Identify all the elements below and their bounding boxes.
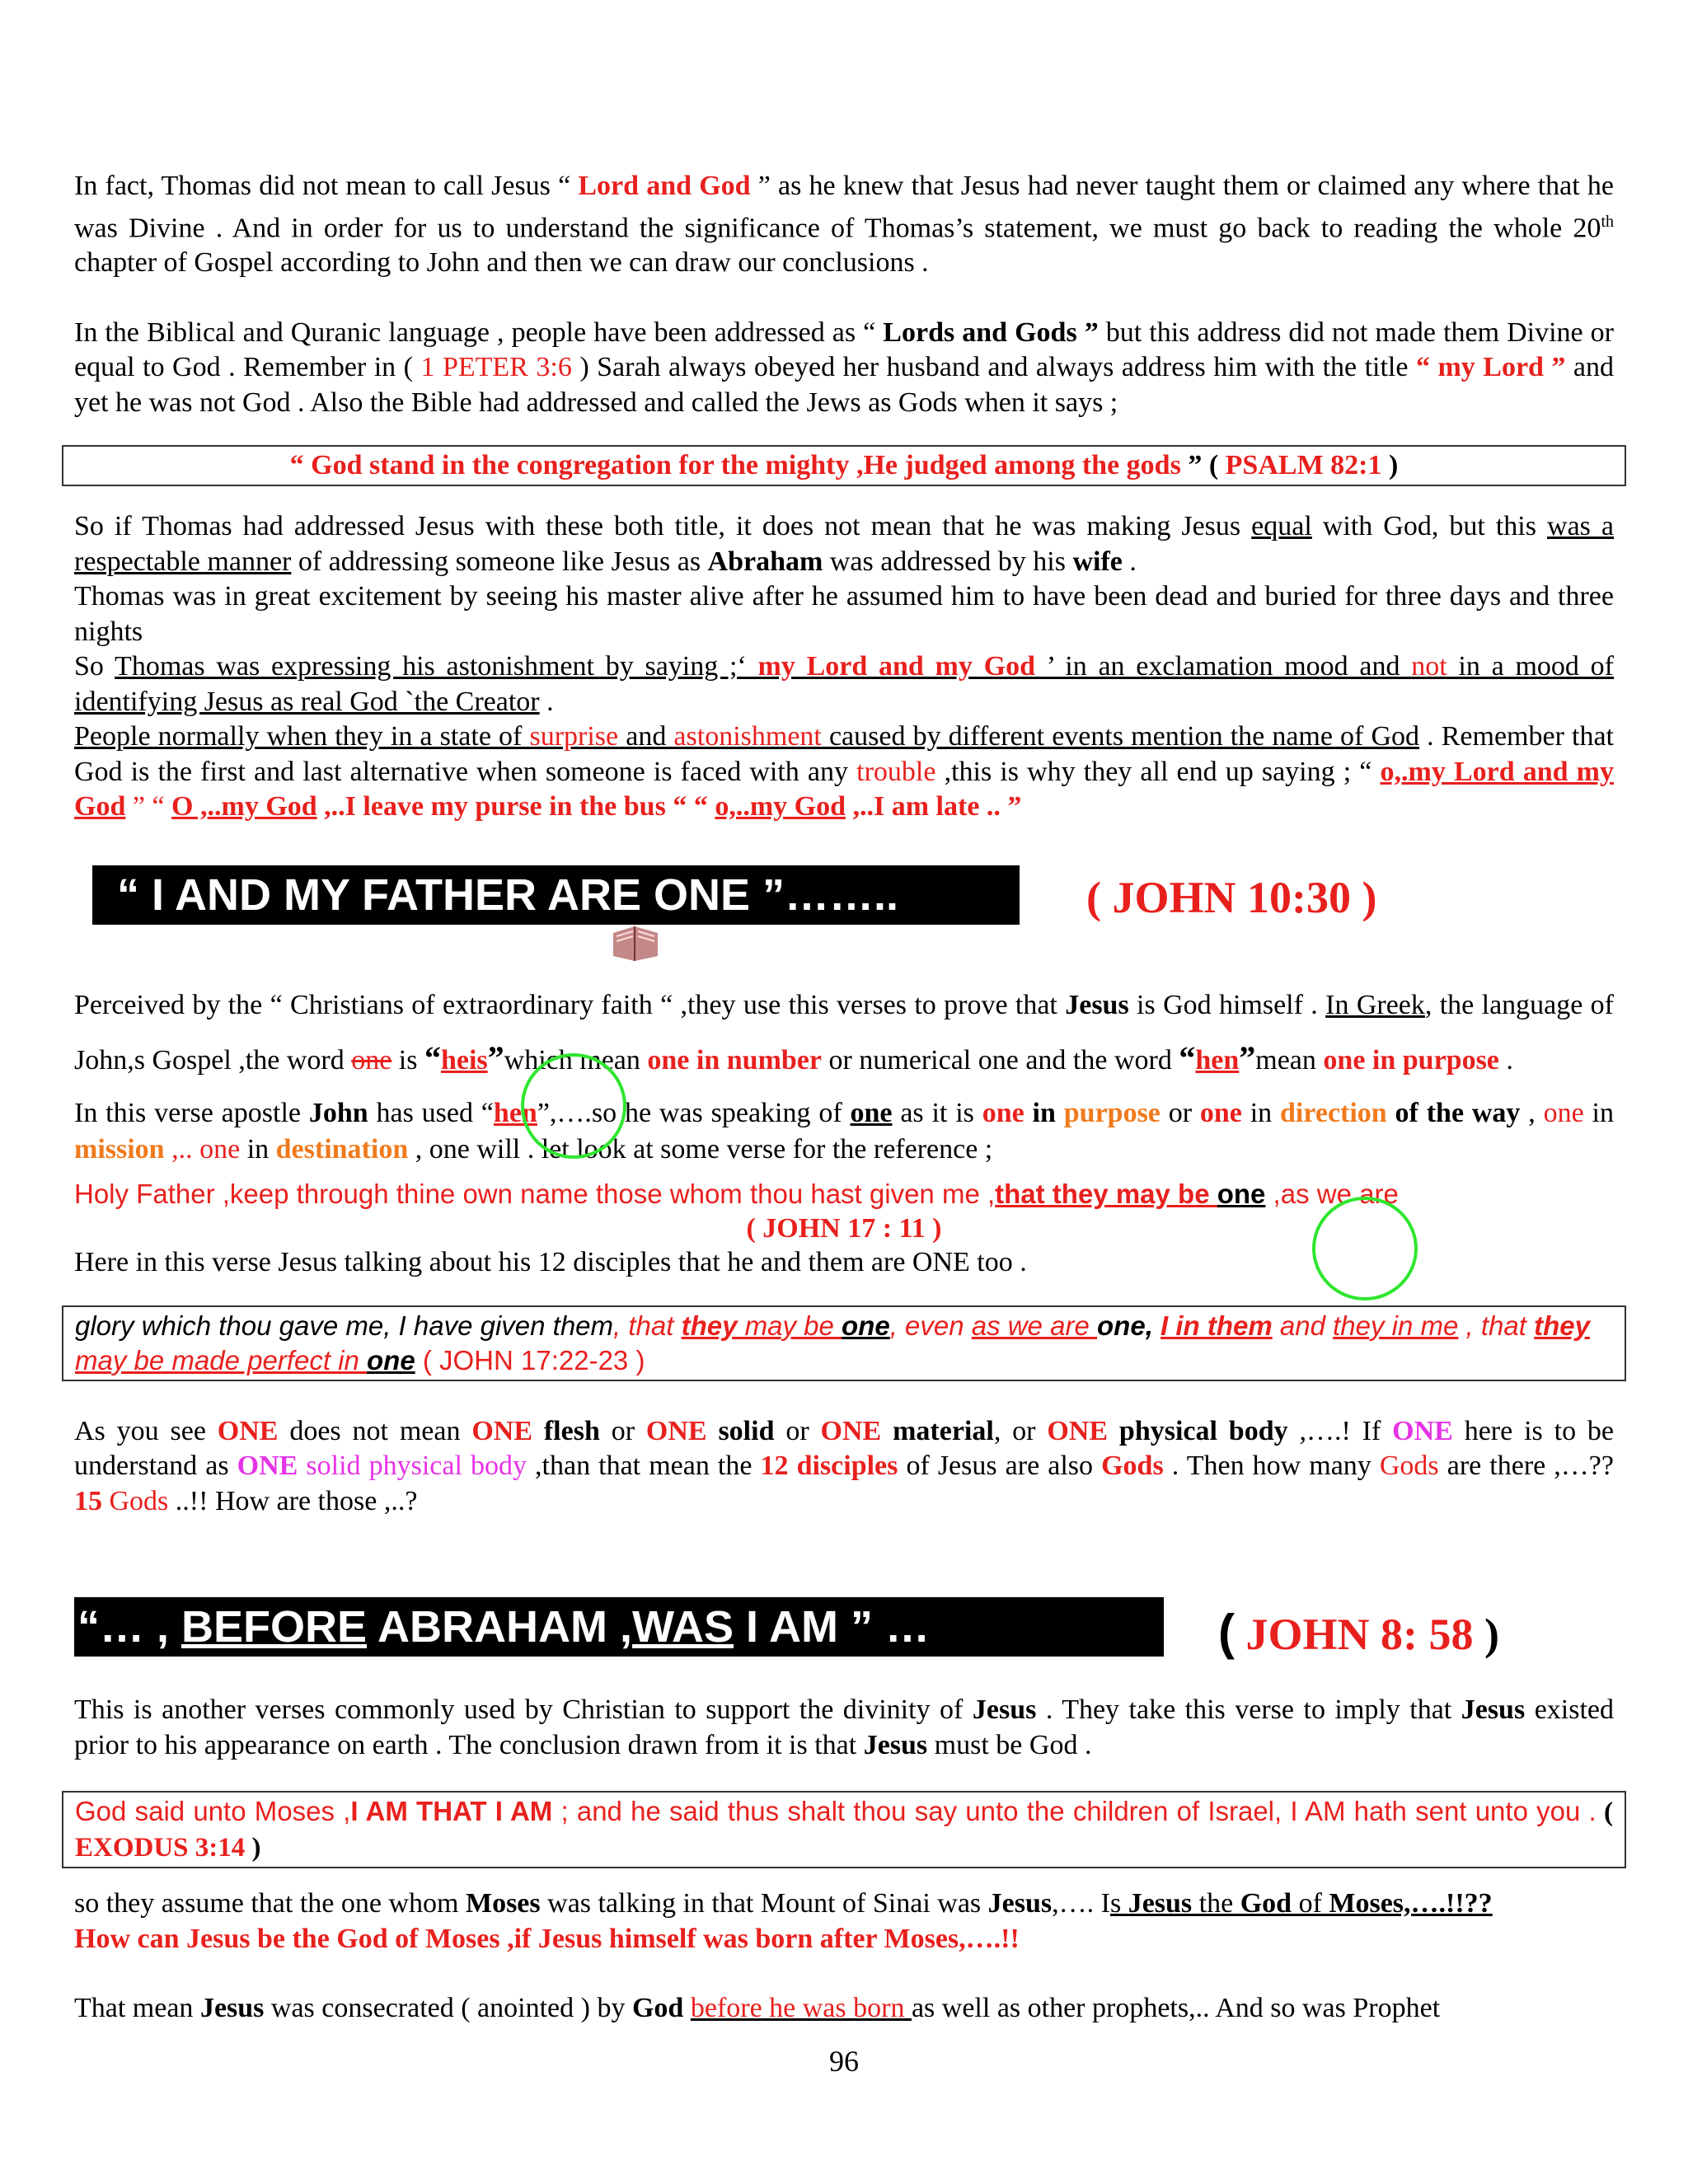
text: ..!! How are those ,..? <box>168 1485 418 1516</box>
paragraph-people <box>74 719 1614 825</box>
quote-box-psalm <box>62 445 1626 486</box>
text: wife <box>1072 546 1123 577</box>
text: ,than that mean the <box>526 1451 761 1481</box>
text: , <box>1145 1310 1161 1341</box>
paragraph-consecrated <box>74 1991 1614 2027</box>
heading-banner-before-abraham <box>74 1597 1164 1657</box>
highlight: Lord and God <box>578 171 751 201</box>
text: material <box>881 1415 994 1446</box>
reference: ( JOHN 17:22-23 ) <box>415 1344 645 1376</box>
text: , one will . let look at some verse for the reference ; <box>408 1134 993 1165</box>
paragraph-moses <box>74 1886 1614 1922</box>
text: . Remember that God is the first and last alternative when someone is faced with any <box>74 721 1615 787</box>
paragraph-one-meaning <box>74 1414 1614 1520</box>
text: ” as he knew that Jesus had never taught them or claimed any where that he was Divine . And in order for us to understand the significance of Thomas’s statement, we must go back to reading the whole 20 <box>74 171 1614 243</box>
text: Jesus <box>863 1729 928 1760</box>
text: does not mean <box>278 1415 472 1446</box>
text: Moses,….!!?? <box>1329 1888 1493 1919</box>
text: People normally when they in a state of <box>74 721 530 752</box>
highlight: Gods <box>1379 1451 1439 1481</box>
annotation-circle <box>1312 1197 1418 1301</box>
text: , even <box>889 1310 972 1341</box>
text: one <box>1217 1179 1266 1209</box>
text: , the language of John,s Gospel ,the word <box>74 990 1615 1076</box>
highlight: ONE <box>820 1415 882 1446</box>
text: of addressing someone like Jesus as <box>291 546 708 577</box>
text: ’ in an exclamation mood and <box>1034 651 1412 682</box>
text: of Jesus are also <box>898 1451 1102 1481</box>
highlight: o,..my God <box>715 791 846 823</box>
highlight: trouble <box>856 756 936 787</box>
text: ) Sarah always obeyed her husband and always address him with the title <box>571 352 1416 383</box>
highlight: Gods <box>102 1485 169 1516</box>
text: solid <box>706 1415 775 1446</box>
highlight: I in them <box>1160 1310 1273 1341</box>
text: ,this is why they all end up saying ; “ <box>935 756 1381 787</box>
text: That mean <box>74 1993 200 2023</box>
quote-text: God stand in the congregation for the mighty ,He judged among the gods <box>311 450 1181 481</box>
highlight: mission <box>74 1134 165 1165</box>
text: or numerical one and the word <box>821 1045 1179 1076</box>
highlight: ,..I am late .. ” <box>846 791 1022 823</box>
paragraph-divinity <box>74 1693 1614 1763</box>
text: or <box>1160 1098 1200 1128</box>
reference: PSALM 82:1 <box>1225 450 1382 481</box>
text <box>683 1993 691 2023</box>
heading-reference: ( JOHN 10:30 ) <box>1086 873 1377 922</box>
text: Jesus <box>1065 990 1129 1020</box>
text: mean <box>1255 1045 1324 1076</box>
highlight: they <box>681 1310 738 1341</box>
highlight: destination <box>275 1134 409 1165</box>
text: Holy Father ,keep through thine own name those whom thou hast given me , <box>74 1179 996 1209</box>
text: In fact, Thomas did not mean to call Jesus “ <box>74 171 579 201</box>
text: Jesus <box>1128 1888 1193 1919</box>
text: , or <box>993 1415 1048 1446</box>
superscript: th <box>1601 212 1614 231</box>
text: ; and he said thus shalt thou say unto the children of Israel, I AM hath sent unto you . <box>552 1796 1597 1826</box>
text: “ <box>289 450 312 481</box>
text: was talking in that Mount of Sinai was <box>540 1888 988 1919</box>
text: ” “ <box>125 791 172 823</box>
highlight: o,.my Lord and my God <box>74 756 1614 823</box>
highlight: not <box>1411 651 1447 682</box>
reference: JOHN 8: 58 <box>1234 1610 1474 1659</box>
text: one <box>367 1344 415 1376</box>
text: ( <box>1596 1797 1614 1827</box>
text: ” ( <box>1180 450 1226 481</box>
text: he was born <box>762 1993 912 2023</box>
text: ( <box>1218 1605 1235 1660</box>
text: so they assume that the one whom <box>74 1888 466 1919</box>
text: BEFORE <box>181 1602 368 1652</box>
text: they in me <box>1333 1310 1459 1341</box>
text: are there ,…?? <box>1438 1451 1614 1481</box>
highlight: one <box>1199 1098 1242 1128</box>
highlight: one <box>982 1098 1025 1128</box>
text: Jesus <box>1461 1694 1526 1725</box>
text: Perceived by the “ Christians of extraordinary faith “ ,they use this verses to prove that <box>74 990 1066 1020</box>
text: and <box>618 721 674 752</box>
paragraph-lords-gods <box>74 316 1614 421</box>
text: was consecrated ( anointed ) by <box>264 1993 632 2023</box>
text: in a mood of identifying Jesus as real God `the Creator <box>74 651 1614 717</box>
paragraph-equal <box>74 509 1614 579</box>
paragraph-excitement: Thomas was in great excitement by seeing his master alive after he assumed him to have been dead and buried for three days and three nights <box>74 581 1614 647</box>
text: has used “ <box>368 1098 494 1128</box>
text: ” <box>1239 1039 1256 1076</box>
highlight: ONE <box>645 1415 707 1446</box>
text: I AM ” … <box>734 1602 931 1652</box>
highlight: ONE <box>471 1415 532 1446</box>
highlight: they <box>1534 1310 1590 1341</box>
text: Thomas was expressing his astonishment by saying ;‘ <box>115 651 758 682</box>
text: s <box>1109 1888 1128 1919</box>
text: So <box>74 651 115 682</box>
text: This is another verses commonly used by Christian to support the divinity of <box>74 1694 973 1725</box>
highlight: one <box>1543 1098 1584 1128</box>
highlight: “ my Lord ” <box>1415 352 1566 383</box>
text: with God, but this <box>1311 511 1548 542</box>
text: ,…. I <box>1052 1888 1110 1919</box>
greek-word-hen: hen <box>493 1098 537 1128</box>
text: must be God . <box>927 1729 1092 1760</box>
greek-word-heis: heis <box>440 1045 488 1076</box>
highlight: surprise <box>529 721 619 752</box>
paragraph-disciples: Here in this verse Jesus talking about his 12 disciples that he and them are ONE too . <box>74 1247 1027 1277</box>
highlight: Gods <box>1101 1451 1164 1481</box>
text: but this address did not made them Divine or equal to God . Remember in ( <box>74 316 1614 383</box>
text: ) <box>1381 450 1399 481</box>
highlight: 12 disciples <box>760 1451 898 1481</box>
text: ) <box>1473 1610 1499 1659</box>
heading-reference <box>1218 1604 1499 1661</box>
text: here is to be understand as <box>74 1415 1615 1481</box>
text: Moses <box>465 1888 541 1919</box>
highlight: I AM THAT I AM <box>350 1796 553 1826</box>
paragraph-greek <box>74 979 1614 1087</box>
text: in <box>240 1134 276 1165</box>
text: of <box>1292 1888 1329 1919</box>
greek-word-hen: hen <box>1195 1045 1240 1076</box>
text: as it is <box>892 1098 982 1128</box>
text: Jesus <box>972 1694 1037 1725</box>
text: In Greek <box>1325 990 1425 1020</box>
text: Jesus <box>199 1993 265 2023</box>
text: glory which thou gave me, I have given them <box>75 1310 614 1341</box>
highlight: 15 <box>74 1485 102 1516</box>
text: . <box>1498 1045 1513 1076</box>
text: ”,….so he was speaking of <box>537 1098 851 1128</box>
text: in <box>1024 1098 1064 1128</box>
text: So if Thomas had addressed Jesus with these both title, it does not mean that he was making Jesus <box>74 511 1252 542</box>
text: . <box>539 686 554 717</box>
highlight: purpose <box>1063 1098 1160 1128</box>
highlight: ONE <box>1392 1415 1453 1446</box>
paragraph-thomas <box>74 169 1614 281</box>
page-body <box>74 169 1614 825</box>
text: God <box>631 1993 684 2023</box>
text: ,….! If <box>1287 1415 1393 1446</box>
text: ) <box>245 1833 261 1863</box>
highlight: direction <box>1280 1098 1387 1128</box>
highlight: one <box>199 1134 241 1165</box>
text: and yet he was not God . Also the Bible had addressed and called the Jews as Gods when it says ; <box>74 352 1615 418</box>
text: ,.. <box>164 1134 200 1165</box>
highlight: my Lord and my God <box>757 651 1035 682</box>
paragraph-astonishment <box>74 649 1614 719</box>
text: , that <box>613 1310 682 1341</box>
text: ” <box>487 1039 504 1076</box>
text: . Then how many <box>1163 1451 1380 1481</box>
highlight: before <box>690 1993 762 2023</box>
highlight: astonishment <box>673 721 822 752</box>
page-number: 96 <box>829 2045 859 2078</box>
text: as well as other prophets,.. And so was Prophet <box>911 1993 1441 2023</box>
text: of the way <box>1386 1098 1521 1128</box>
highlight: ONE <box>217 1415 279 1446</box>
text: “ <box>424 1039 441 1076</box>
text: physical body <box>1108 1415 1288 1446</box>
text: one <box>850 1098 893 1128</box>
quote-box-john-17-22 <box>62 1305 1626 1381</box>
highlight: one in number <box>647 1045 822 1076</box>
text: God <box>1240 1888 1292 1919</box>
text: chapter of Gospel according to John and then we can draw our conclusions . <box>74 247 929 279</box>
text: or <box>599 1415 646 1446</box>
text: is God himself . <box>1128 990 1326 1020</box>
text: Abraham <box>707 546 823 577</box>
reference: ( JOHN 17 : 11 ) <box>746 1213 942 1244</box>
text: may be <box>737 1310 842 1341</box>
annotation-circle <box>521 1053 626 1159</box>
text: . <box>1122 546 1137 577</box>
text: flesh <box>532 1415 600 1446</box>
highlight: ONE <box>1047 1415 1109 1446</box>
section-before-abraham <box>74 1693 1614 2027</box>
text: caused by different events mention the name of God <box>821 721 1420 752</box>
text: the <box>1192 1888 1240 1919</box>
book-icon <box>610 923 661 963</box>
text: , that <box>1458 1310 1535 1341</box>
highlight: that they may be <box>995 1179 1217 1209</box>
text: Jesus <box>987 1888 1053 1919</box>
quote-box-exodus <box>62 1791 1626 1868</box>
text: was a respectable manner <box>74 511 1615 577</box>
text: WAS <box>632 1602 734 1652</box>
highlight: one in purpose <box>1323 1045 1499 1076</box>
text: one <box>842 1310 890 1341</box>
text: is <box>392 1045 424 1076</box>
text: John <box>308 1098 368 1128</box>
highlight: solid physical body <box>298 1451 527 1481</box>
text: equal <box>1251 511 1312 542</box>
paragraph-question: How can Jesus be the God of Moses ,if Jesus himself was born after Moses,….!! <box>74 1923 1020 1954</box>
reference: 1 PETER 3:6 <box>420 352 572 383</box>
text: was addressed by his <box>823 546 1073 577</box>
text: in <box>1241 1098 1281 1128</box>
heading-banner-father-one: “ I AND MY FATHER ARE ONE ”…….. <box>92 865 1020 925</box>
highlight: ONE <box>237 1451 298 1481</box>
text: one <box>351 1045 392 1076</box>
paragraph-apostle-john <box>74 1095 1614 1168</box>
text: ABRAHAM , <box>367 1602 633 1652</box>
text: as we are <box>971 1310 1098 1341</box>
text: or <box>774 1415 821 1446</box>
text: As you see <box>74 1415 218 1446</box>
text: one <box>1097 1310 1146 1341</box>
text: In the Biblical and Quranic language , people have been addressed as “ <box>74 316 884 348</box>
text: existed prior to his appearance on earth . The conclusion drawn from it is that <box>74 1694 1614 1760</box>
text: and <box>1272 1310 1334 1341</box>
text: God said unto Moses , <box>75 1796 351 1826</box>
text: in <box>1583 1098 1614 1128</box>
text: ,as we are <box>1265 1179 1399 1209</box>
text: In this verse apostle <box>74 1098 309 1128</box>
text: , <box>1520 1098 1544 1128</box>
text: which mean <box>504 1045 648 1076</box>
text: “ <box>1179 1039 1196 1076</box>
text: “… , <box>77 1602 182 1652</box>
highlight: O ,..my God <box>171 791 317 823</box>
text: . They take this verse to imply that <box>1036 1694 1461 1725</box>
reference: EXODUS 3:14 <box>75 1833 246 1863</box>
text: may be made perfect in <box>75 1344 368 1376</box>
highlight: ,..I leave my purse in the bus “ “ <box>316 791 715 823</box>
highlight: Lords and Gods ” <box>883 316 1099 348</box>
